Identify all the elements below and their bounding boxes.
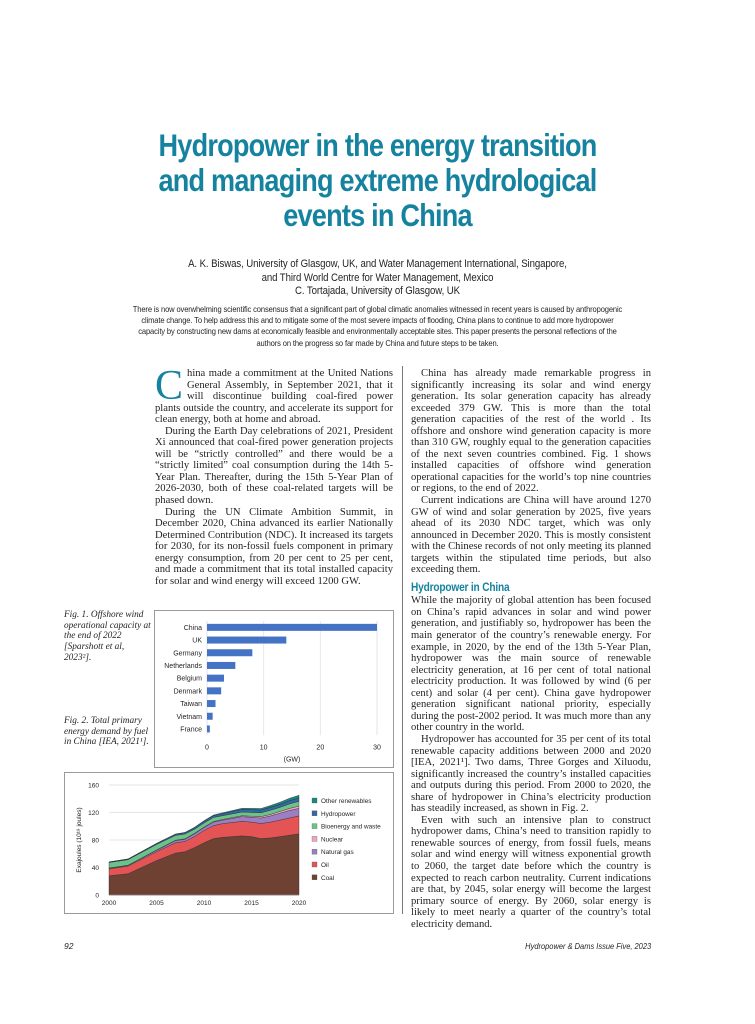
author-list	[156, 258, 599, 299]
legend-label: Coal	[321, 874, 335, 882]
legend-label: Hydropower	[321, 810, 356, 818]
left-column	[155, 363, 393, 587]
bar-chart	[155, 611, 393, 767]
category-label: Netherlands	[164, 662, 202, 670]
legend-swatch	[312, 836, 317, 841]
category-label: Taiwan	[180, 701, 202, 709]
x-tick-label: 30	[373, 744, 381, 752]
body-paragraph: Hydropower has accounted for 35 per cent of its total renewable capacity additions between 2000 and 2020 [IEA, 2021¹]. Two dams, Three Gorges and Xiluodu, significantly increased the country’s installed capacities and outputs during this period. From 2000 to 2020, the share of hydropower in China’s electricity production has steadily increased, as shown in Fig. 2.	[411, 733, 651, 815]
category-label: Vietnam	[176, 713, 202, 721]
author-line: A. K. Biswas, University of Glasgow, UK, and Water Management International, Singapore,	[188, 258, 567, 270]
title-line: and managing extreme hydrological	[158, 162, 597, 198]
figure-2-caption: Fig. 2. Total primary energy demand by fuel in China [IEA, 2021¹].	[64, 716, 149, 748]
legend-label: Other renewables	[321, 798, 372, 805]
author-line: and Third World Centre for Water Management, Mexico	[261, 271, 494, 284]
stacked-area-chart	[65, 773, 393, 913]
legend-label: Oil	[321, 862, 329, 869]
x-tick-label: 2010	[196, 900, 212, 907]
body-paragraph: China has already made remarkable progress in significantly increasing its solar and wind energy generation. Its solar generation capacity has already exceeded 379 GW. This is more than the total generation capacities of the rest of the world . Its offshore and onshore wind generation capacity is more than 310 GW, roughly equal to the generation capacities of the next seven countries combined. Fig. 1 shows installed capacities of offshore wind generation operational capacities for the world’s top nine countries or regions, to the end of 2022.	[411, 368, 651, 495]
y-axis-label: Exajoules (10¹⁸ joules)	[76, 807, 83, 873]
figure-2-energy-demand-chart	[64, 772, 394, 914]
abstract: There is now overwhelming scientific consensus that a significant part of global climatic anomalies witnessed in recent years is caused by anthropogenic climate change. To help address this and to mitigate some of the most severe impacts of flooding, China plans to continue to add more hydropower capacity by constructing new dams at economically feasible and environmentally acceptable sites. This paper presents the personal reflections of the authors on the progress so far made by China and future steps to be taken.	[132, 304, 623, 348]
section-heading: Hydropower in China	[411, 581, 510, 594]
bar	[207, 700, 216, 707]
y-tick-label: 40	[91, 865, 99, 872]
title-line: Hydropower in the energy transition	[158, 127, 597, 163]
author-line: C. Tortajada, University of Glasgow, UK	[295, 285, 460, 297]
bar	[207, 687, 221, 694]
figure-1-offshore-wind-chart	[154, 610, 394, 768]
legend-swatch	[312, 849, 317, 854]
body-paragraph: China made a commitment at the United Nations General Assembly, in September 2021, that it will discontinue building coal-fired power plants outside the country, and accelerate its support for clean energy, both at home and abroad.	[155, 363, 393, 426]
category-label: Belgium	[176, 675, 202, 683]
legend-label: Natural gas	[321, 849, 354, 857]
title-line: events in China	[283, 197, 472, 233]
y-tick-label: 80	[91, 837, 99, 845]
drop-cap: C	[155, 363, 184, 409]
x-axis-label: (GW)	[283, 756, 301, 764]
right-column	[411, 368, 651, 930]
bar	[207, 675, 224, 682]
x-tick-label: 2000	[101, 900, 117, 907]
x-tick-label: 2020	[291, 900, 307, 907]
legend-swatch	[312, 875, 317, 880]
category-label: Germany	[173, 650, 202, 658]
x-tick-label: 2015	[244, 900, 259, 907]
bar	[207, 649, 252, 656]
y-tick-label: 120	[88, 810, 99, 817]
y-tick-label: 160	[88, 782, 99, 790]
category-label: France	[180, 726, 202, 734]
legend-swatch	[312, 824, 317, 829]
figure-1-caption: Fig. 1. Offshore wind operational capacity at the end of 2022 [Sparshott et al, 2023²].	[64, 610, 151, 663]
body-paragraph: While the majority of global attention has been focused on China’s rapid advances in solar and wind power generation, and justifiably so, hydropower has been the main generator of the country’s renewable energy. For example, in 2020, by the end of the 13th 5-Year Plan, hydropower was the main source of renewable electricity generation, at 16 per cent of total national electricity production. It was followed by wind (6 per cent) and solar (4 per cent). China gave hydropower generation significant national priority, especially during the post-2002 period. It was much more than any other country in the world.	[411, 595, 651, 734]
x-tick-label: 2005	[149, 900, 164, 907]
legend-label: Nuclear	[321, 836, 344, 844]
bar	[207, 713, 213, 720]
article-title	[139, 128, 616, 233]
body-paragraph: During the Earth Day celebrations of 2021, President Xi announced that coal-fired power generation projects will be “strictly controlled” and there would be a “strictly limited” coal consumption during the 14th 5-Year Plan. Thereafter, during the 15th 5-Year Plan of 2026-2030, both of these coal-related targets will be phased down.	[155, 425, 393, 507]
legend-swatch	[312, 811, 317, 816]
legend-label: Bioenergy and waste	[321, 823, 381, 831]
body-paragraph: Current indications are China will have around 1270 GW of wind and solar generation by 2025, five years ahead of its 2030 NDC target, which was only announced in December 2020. This is mostly consistent with the Chinese records of not only meeting its planned targets within the stipulated time periods, but also exceeding them.	[411, 495, 651, 576]
x-tick-label: 0	[205, 744, 209, 752]
category-label: Denmark	[173, 688, 202, 696]
bar	[207, 725, 210, 732]
column-divider	[402, 366, 403, 914]
bar	[207, 662, 235, 669]
y-tick-label: 0	[95, 892, 99, 900]
category-label: China	[183, 624, 202, 632]
page-number: 92	[64, 941, 74, 951]
body-paragraph: During the UN Climate Ambition Summit, in December 2020, China advanced its earlier Nationally Determined Contribution (NDC). It increased its targets for 2030, for its non-fossil fuels component in primary energy consumption, from 20 per cent to 25 per cent, and made a commitment that its total installed capacity for solar and wind energy will exceed 1200 GW.	[155, 506, 393, 587]
legend-swatch	[312, 798, 317, 803]
x-tick-label: 20	[316, 744, 325, 752]
body-paragraph: Even with such an intensive plan to construct hydropower dams, China’s need to transition rapidly to renewable sources of energy, from fossil fuels, means solar and wind energy will witness exponential growth to 2060, the target date before which the country is expected to reach carbon neutrality. Current indications are that, by 2045, solar energy will become the largest primary source of energy. By 2060, solar energy is likely to meet nearly a quarter of the country’s total electricity demand.	[411, 814, 651, 930]
category-label: UK	[192, 637, 202, 645]
x-tick-label: 10	[259, 744, 268, 752]
legend-swatch	[312, 862, 317, 867]
journal-footer: Hydropower & Dams Issue Five, 2023	[525, 941, 651, 951]
bar	[207, 624, 377, 631]
bar	[207, 637, 286, 644]
